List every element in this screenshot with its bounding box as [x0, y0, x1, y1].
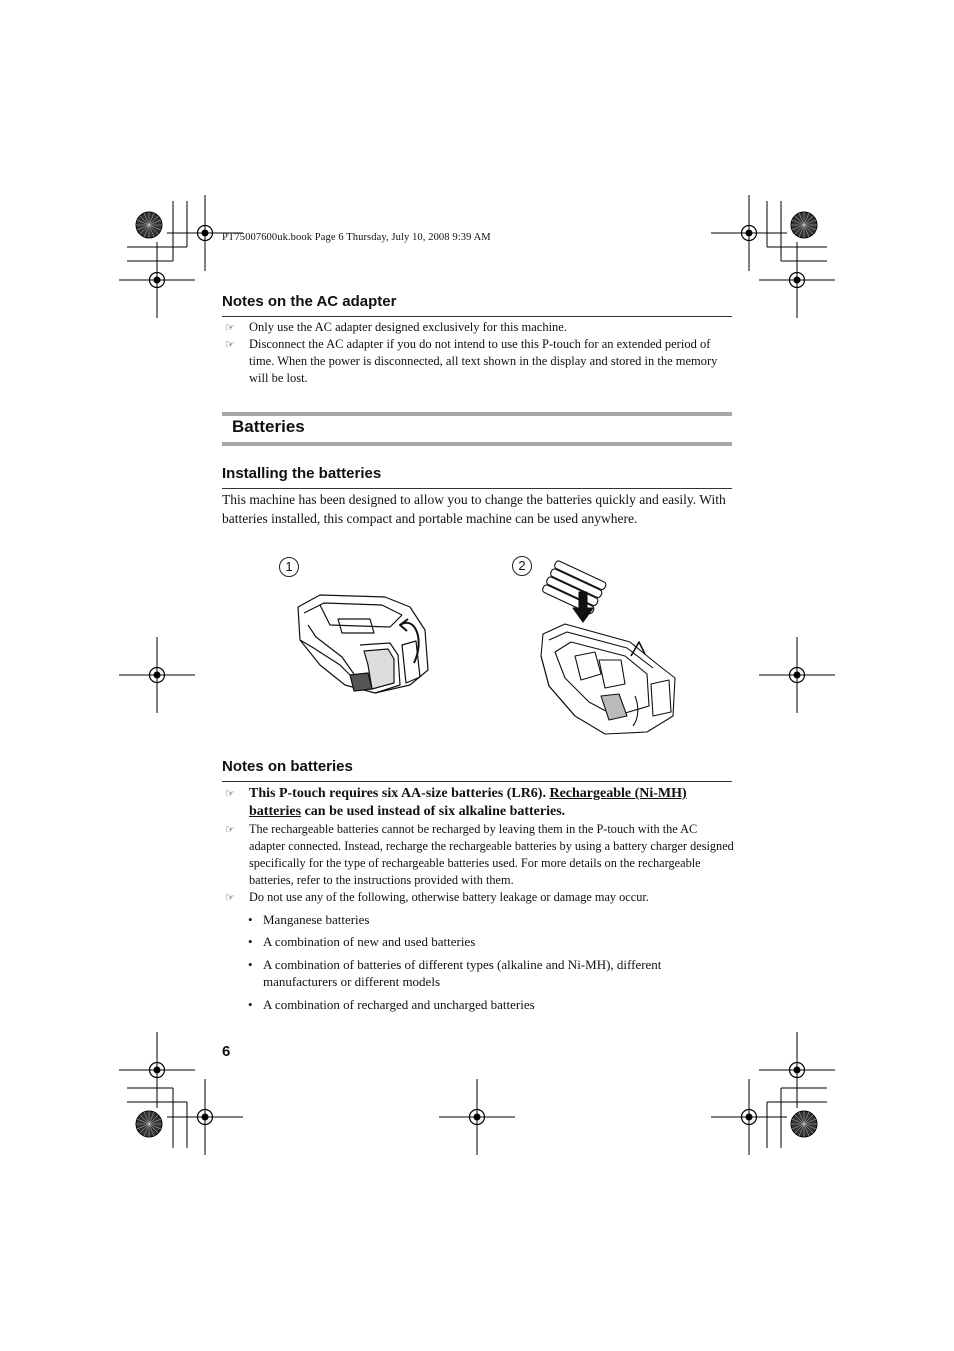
battery-notes-heading: Notes on batteries — [222, 758, 353, 775]
bullet-icon: • — [248, 997, 253, 1012]
pointing-hand-icon: ☞ — [225, 891, 235, 904]
list-item: • A combination of new and used batteries — [248, 934, 476, 949]
battery-note-1: ☞ This P-touch requires six AA-size batteries (LR6). Rechargeable (Ni-MH) batteries can be used instead of six alkaline batteries. — [225, 786, 687, 819]
illustration-open-cover — [290, 585, 440, 700]
illustration-insert-batteries — [535, 556, 685, 740]
ac-adapter-rule — [222, 316, 732, 317]
battery-note-3: ☞ Do not use any of the following, otherwise battery leakage or damage may occur. — [225, 890, 649, 904]
list-item: • A combination of recharged and uncharged batteries — [248, 997, 535, 1012]
installing-paragraph: This machine has been designed to allow you to change the batteries quickly and easily. With batteries installed, this compact and portable machine can be used anywhere. — [222, 492, 726, 526]
bullet-icon: • — [248, 912, 253, 927]
installing-rule — [222, 488, 732, 489]
pointing-hand-icon: ☞ — [225, 338, 235, 351]
battery-note-2: ☞ The rechargeable batteries cannot be recharged by leaving them in the P-touch with the AC adapter connected. Instead, recharge the rechargeable batteries by using a battery charger designed specifically for the type of rechargeable batteries used. For more details on the rechargeable batteries, refer to the instructions provided with them. — [225, 822, 734, 887]
batteries-section-title: Batteries — [232, 417, 305, 436]
bullet-icon: • — [248, 934, 253, 949]
installing-heading: Installing the batteries — [222, 465, 382, 482]
step-1-number: 1 — [279, 557, 299, 577]
print-header: PT75007600uk.book Page 6 Thursday, July 10, 2008 9:39 AM — [222, 232, 491, 243]
pointing-hand-icon: ☞ — [225, 321, 235, 334]
section-bar-bottom — [222, 442, 732, 446]
pointing-hand-icon: ☞ — [225, 787, 235, 800]
list-item: • A combination of batteries of different types (alkaline and Ni-MH), different manufacturers or different models — [248, 957, 662, 989]
bullet-icon: • — [248, 957, 253, 972]
battery-notes-rule — [222, 781, 732, 782]
step-2-number: 2 — [512, 556, 532, 576]
ac-adapter-note-1: ☞ Only use the AC adapter designed exclusively for this machine. — [225, 320, 567, 334]
ac-adapter-note-2: ☞ Disconnect the AC adapter if you do not intend to use this P-touch for an extended period of time. When the power is disconnected, all text shown in the display and stored in the memory will be lost. — [225, 337, 718, 385]
page-number: 6 — [222, 1043, 231, 1060]
ac-adapter-heading: Notes on the AC adapter — [222, 293, 397, 310]
pointing-hand-icon: ☞ — [225, 823, 235, 836]
rechargeable-batteries-link: Rechargeable (Ni-MH) batteries — [249, 786, 687, 819]
list-item: • Manganese batteries — [248, 912, 370, 927]
section-bar-top — [222, 412, 732, 416]
